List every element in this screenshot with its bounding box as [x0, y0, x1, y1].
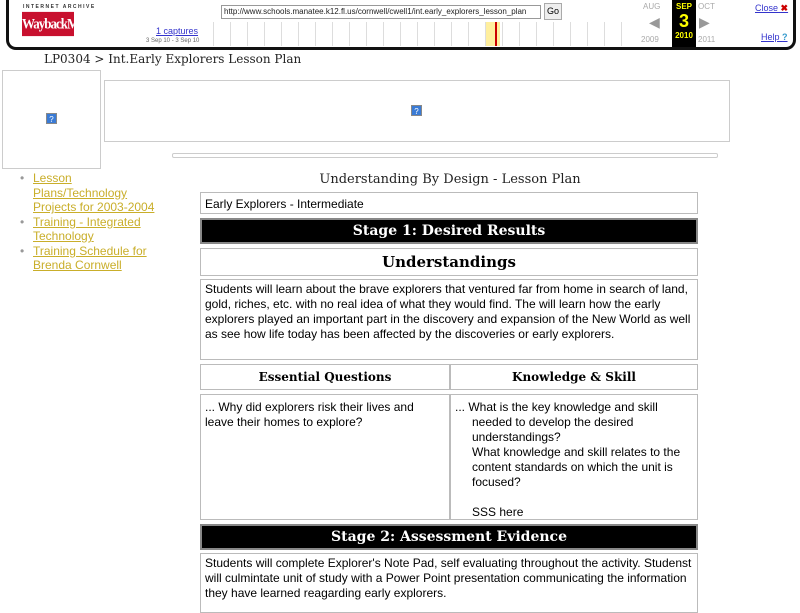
knowledge-skill-cell [450, 394, 698, 520]
nav-link-training[interactable]: Training - Integrated Technology [33, 214, 141, 243]
broken-image-icon: ? [46, 113, 57, 124]
essential-questions-header: Essential Questions [200, 364, 450, 390]
broken-image-icon: ? [411, 105, 422, 116]
ks-line: ... What is the key knowledge and skill [455, 400, 658, 414]
next-arrow-icon[interactable]: ▶ [699, 14, 710, 30]
capture-range: 3 Sep 10 - 3 Sep 10 [146, 38, 200, 44]
knowledge-skill-header: Knowledge & Skill [450, 364, 698, 390]
stage2-text: Students will complete Explorer's Note Pad, self evaluating throughout the activity. Studenst will culmintate unit of study with a Power Point presentation communicating the information they have learned reagarding early explorers. [200, 553, 698, 613]
sidebar-nav [18, 171, 168, 273]
ks-line: needed to develop the desired understandings? [472, 415, 634, 444]
nav-item [18, 244, 168, 273]
nav-item [18, 215, 168, 244]
help-icon: ? [782, 32, 788, 42]
wayback-logo[interactable]: WaybackMachine [22, 12, 74, 36]
ks-line: SSS here [472, 505, 524, 519]
close-link[interactable] [755, 3, 788, 14]
understandings-text: Students will learn about the brave explorers that ventured far from home in search of land, gold, riches, etc. with no real idea of what they would find. The will learn how the early explorers played an important part in the discovery and expansion of the New World as well as see how life today has been affected by the discoveries or early explorers. [200, 279, 698, 360]
go-button[interactable]: Go [544, 3, 562, 20]
prev-month[interactable]: AUG [643, 2, 661, 11]
current-date [672, 0, 696, 47]
prev-year[interactable]: 2009 [641, 35, 659, 44]
help-label: Help [761, 32, 780, 42]
prev-arrow-icon[interactable]: ◀ [649, 14, 660, 30]
next-month[interactable]: OCT [698, 2, 715, 11]
url-input[interactable]: http://www.schools.manatee.k12.fl.us/cornwell/cwell1/int.early_explorers_lesson_plan [221, 5, 541, 19]
stage2-header: Stage 2: Assessment Evidence [200, 524, 698, 550]
nav-item [18, 171, 168, 215]
help-link[interactable] [761, 32, 788, 42]
breadcrumb: LP0304 > Int.Early Explorers Lesson Plan [44, 52, 302, 66]
wayback-toolbar [6, 0, 796, 50]
close-label: Close [755, 3, 779, 13]
cur-day: 3 [678, 11, 689, 31]
stage1-header: Stage 1: Desired Results [200, 218, 698, 244]
timeline[interactable] [213, 22, 633, 46]
unit-name: Early Explorers - Intermediate [200, 192, 698, 214]
close-icon[interactable]: ✖ [780, 3, 789, 13]
captures-link[interactable]: 1 captures [156, 26, 199, 36]
divider [172, 153, 718, 158]
essential-questions-text: ... Why did explorers risk their lives and leave their homes to explore? [200, 394, 450, 520]
nav-link-schedule[interactable]: Training Schedule for Brenda Cornwell [33, 243, 147, 272]
next-year[interactable]: 2011 [698, 35, 716, 44]
nav-link-lesson-plans[interactable]: Lesson Plans/Technology Projects for 2003-2004 [33, 171, 155, 214]
cur-year: 2010 [675, 31, 693, 40]
page-title: Understanding By Design - Lesson Plan [319, 172, 581, 187]
timeline-marker [495, 22, 497, 46]
understandings-header: Understandings [200, 248, 698, 276]
logo-caption: INTERNET ARCHIVE [23, 4, 96, 10]
timeline-highlight [486, 22, 500, 46]
cur-month: SEP [675, 2, 692, 11]
ks-line: What knowledge and skill relates to the content standards on which the unit is focused? [472, 445, 681, 489]
